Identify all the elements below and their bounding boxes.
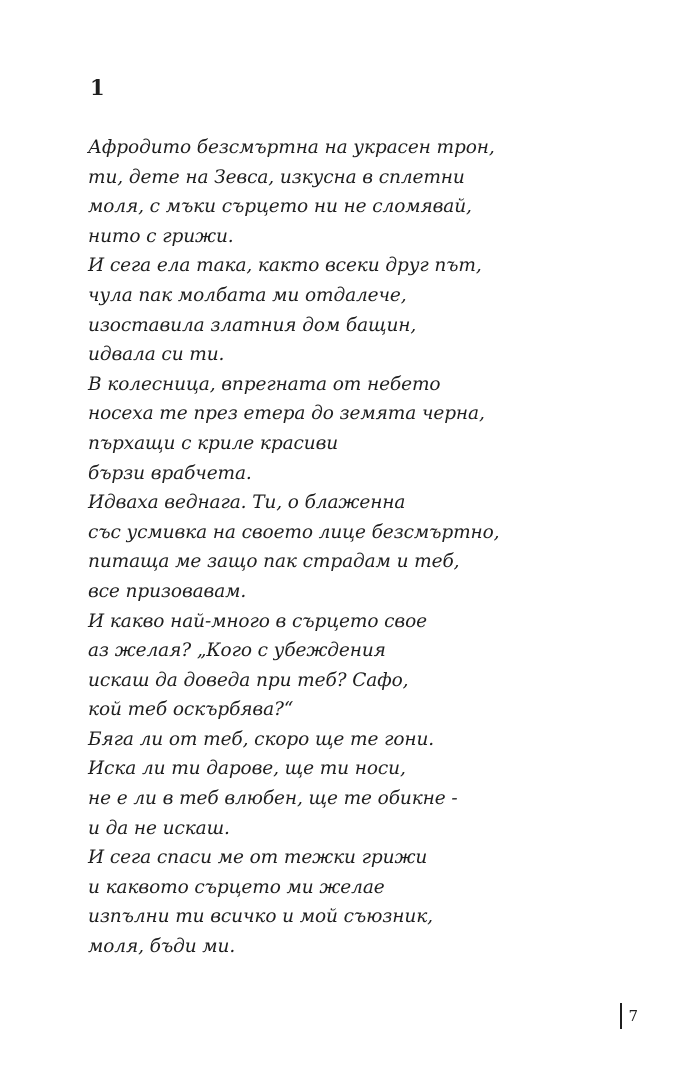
poem-line: идвала си ти. [88, 344, 225, 366]
poem-line: И какво най-много в сърцето свое [88, 610, 427, 632]
poem-line: искаш да доведа при теб? Сафо, [88, 669, 409, 691]
poem-line: изоставила златния дом бащин, [88, 314, 417, 336]
poem-line: не е ли в теб влюбен, ще те обикне - [88, 788, 458, 810]
poem-line: и да не искаш. [88, 817, 230, 839]
poem-line: чула пак молбата ми отдалече, [88, 284, 407, 306]
poem-line: и каквото сърцето ми желае [88, 876, 385, 898]
poem-line: И сега спаси ме от тежки грижи [88, 847, 428, 869]
poem-line: изпълни ти всичко и мой съюзник, [88, 906, 433, 928]
poem-line: ти, дете на Зевса, изкусна в сплетни [88, 166, 465, 188]
poem-text [88, 133, 499, 962]
poem-line: питаща ме защо пак страдам и теб, [88, 551, 460, 573]
poem-line: със усмивка на своето лице безсмъртно, [88, 521, 500, 543]
poem-line: Бяга ли от теб, скоро ще те гони. [88, 728, 435, 750]
poem-line: бързи врабчета. [88, 462, 252, 484]
poem-line: В колесница, впрегната от небето [88, 373, 441, 395]
poem-line: моля, с мъки сърцето ни не сломявай, [88, 196, 472, 218]
page-footer [620, 1003, 638, 1029]
poem-line: пърхащи с криле красиви [88, 432, 339, 454]
page-number-rule [620, 1003, 622, 1029]
poem-line: моля, бъди ми. [88, 936, 236, 958]
poem-line: Идваха веднага. Ти, о блаженна [88, 492, 406, 514]
poem-line: нито с грижи. [88, 225, 234, 247]
poem-line: все призовавам. [88, 580, 247, 602]
poem-line: Иска ли ти дарове, ще ти носи, [88, 758, 406, 780]
poem-line: И сега ела така, както всеки друг път, [88, 255, 482, 277]
poem-line: Афродито безсмъртна на украсен трон, [88, 137, 495, 158]
poem-number: 1 [90, 75, 105, 100]
poem-line: аз желая? „Кого с убеждения [88, 640, 386, 662]
poem-line: кой теб оскърбява?“ [88, 699, 294, 721]
poem-line: носеха те през етера до земята черна, [88, 403, 485, 425]
page-number: 7 [628, 1007, 638, 1025]
